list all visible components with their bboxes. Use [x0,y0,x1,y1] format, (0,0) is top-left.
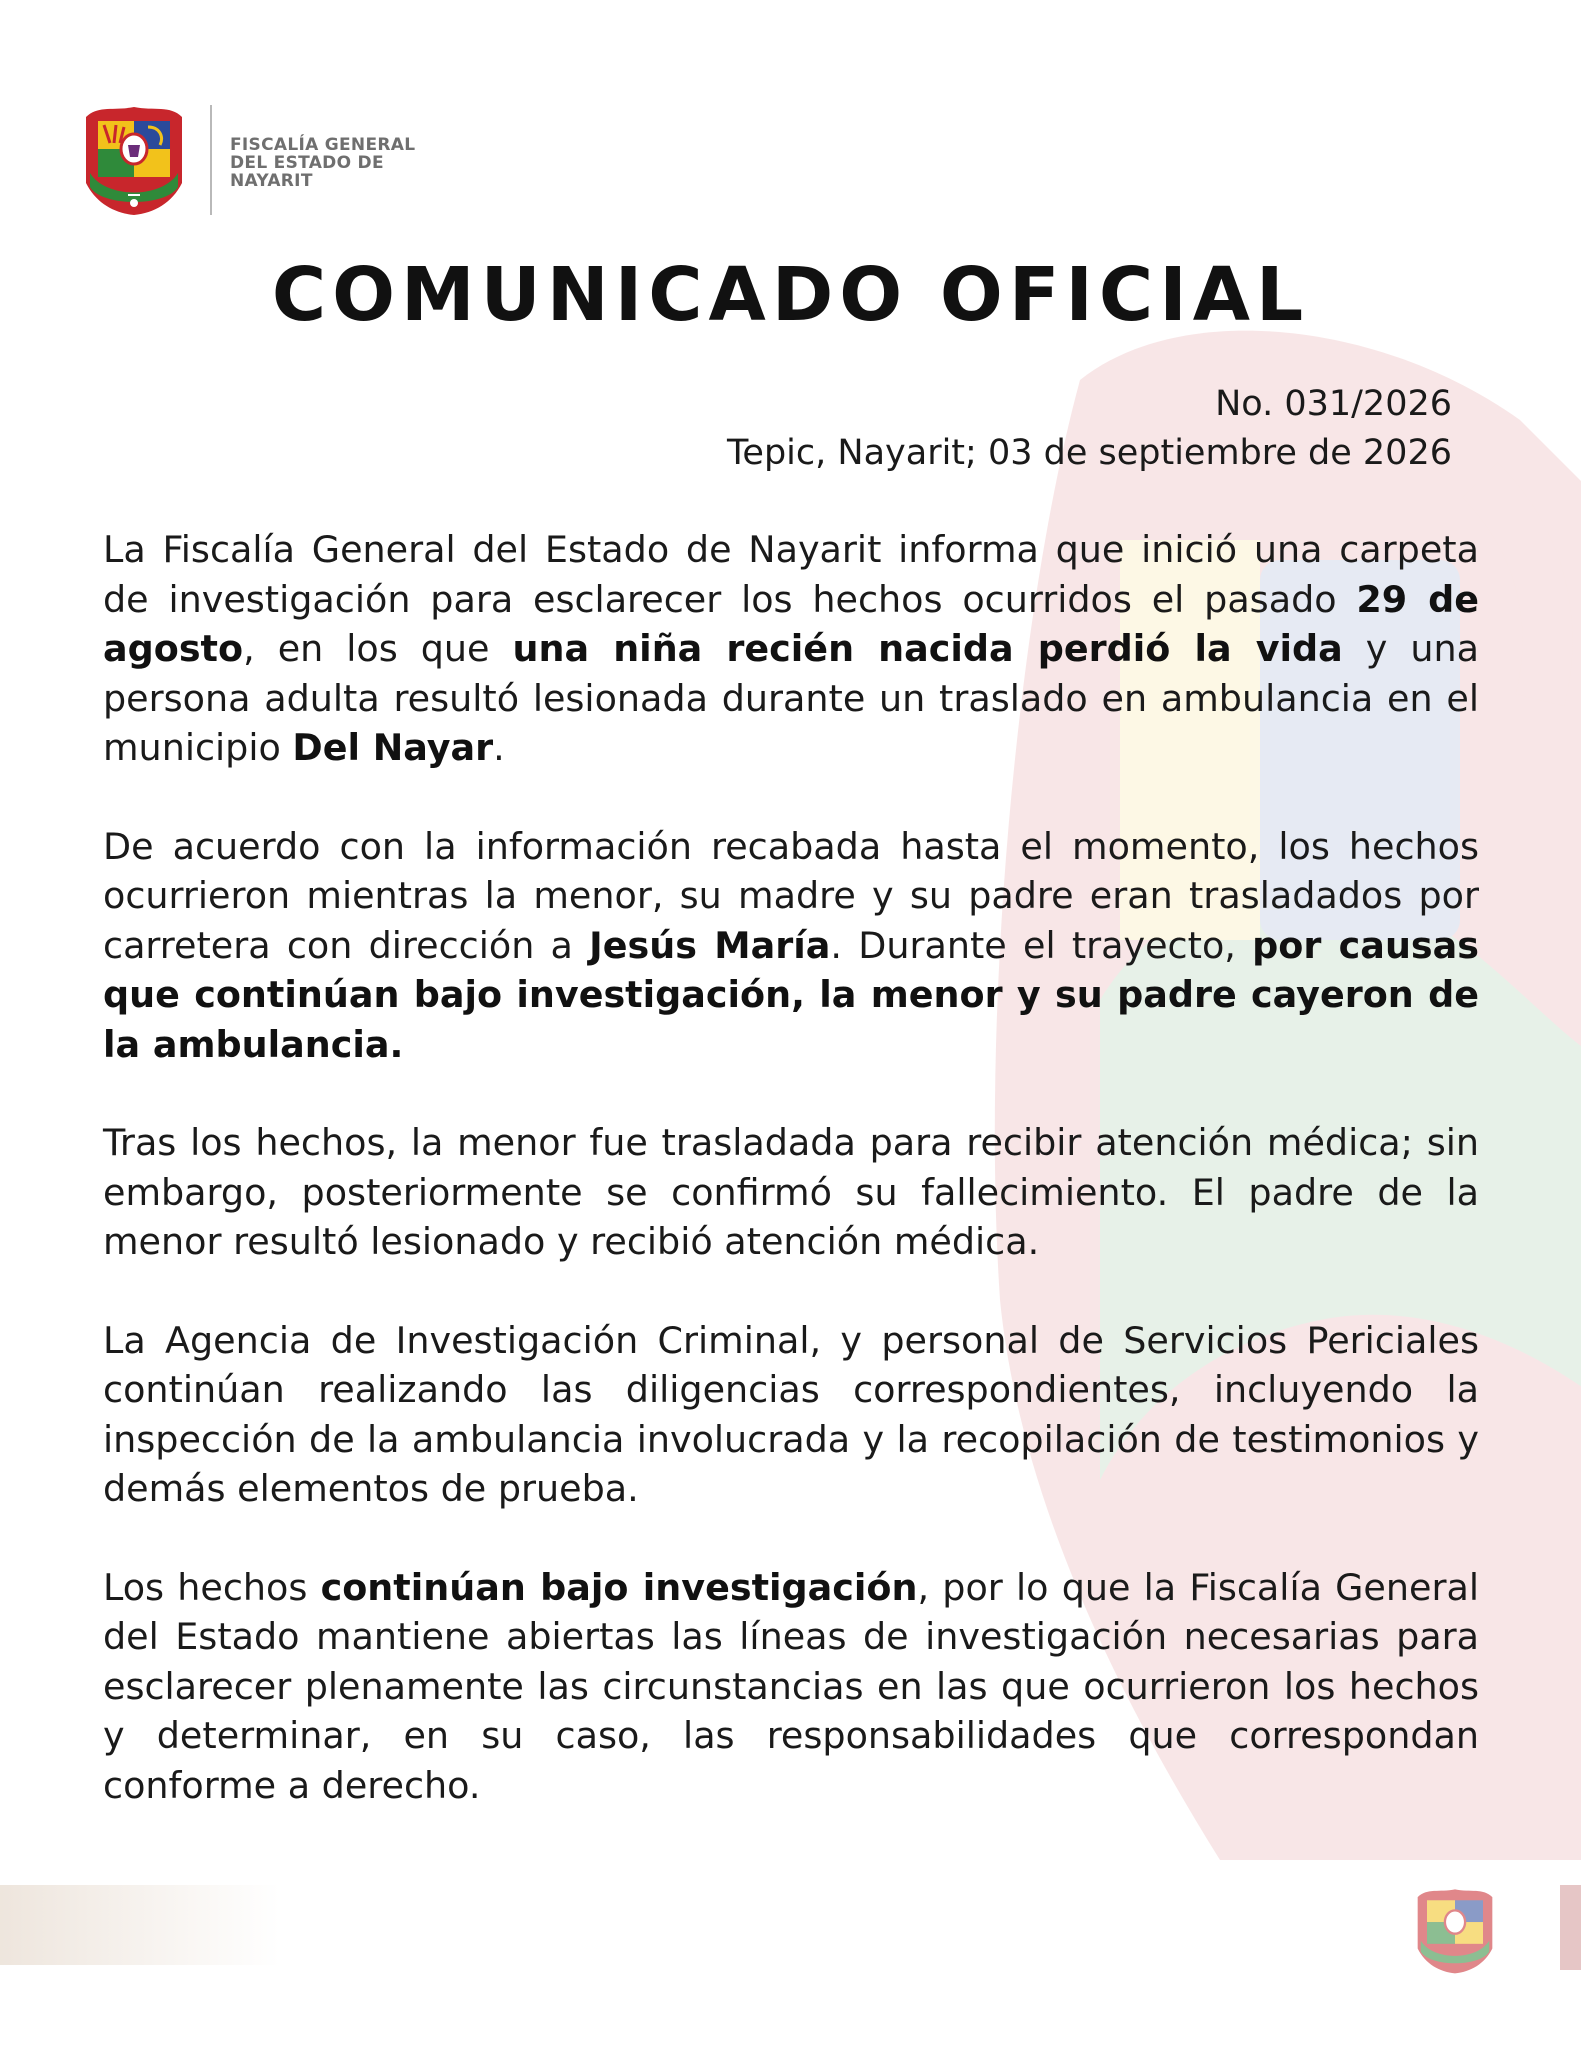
communique-meta [727,380,1452,478]
paragraph-1-bold-3: Del Nayar [292,726,494,769]
org-line-1: FISCALÍA GENERAL [230,135,416,155]
footer-band [0,1885,280,1965]
paragraph-5-text-2: , por lo que la Fiscalía General del Estado mantiene abiertas las líneas de investigación necesarias para esclarecer plenamente las circunstancias en las que ocurrieron los hechos y determinar, en su caso, las responsabilidades que correspondan conforme a derecho. [103,1565,1479,1807]
paragraph-1-bold-2: una niña recién nacida perdió la vida [512,627,1343,670]
paragraph-1-text-4: . [493,726,505,769]
paragraph-2-bold-1: Jesús María [589,923,831,967]
communique-number: No. 031/2026 [1215,384,1452,424]
nayarit-seal-icon [80,103,188,218]
footer-accent-bar [1560,1885,1581,1970]
paragraph-1-text-1: La Fiscalía General del Estado de Nayarit informa que inició una carpeta de investigación para esclarecer los hechos ocurridos el pasado [103,528,1479,621]
paragraph-2 [103,822,1479,1070]
org-line-2: DEL ESTADO DE [230,153,384,173]
page-title: COMUNICADO OFICIAL [271,252,1310,338]
paragraph-3: Tras los hechos, la menor fue trasladada para recibir atención médica; sin embargo, posteriormente se confirmó su fallecimiento. El padre de la menor resultó lesionado y recibió atención médica. [103,1121,1479,1263]
paragraph-1-bold-1: 29 de agosto [103,577,1479,670]
paragraph-1-text-3: y una persona adulta resultó lesionada durante un traslado en ambulancia en el municipio [103,627,1479,769]
footer-seal-icon [1413,1886,1497,1976]
org-line-3: NAYARIT [230,171,313,191]
org-name [230,136,415,190]
paragraph-1-text-2: , en los que [243,627,513,670]
paragraph-1 [103,525,1479,773]
paragraph-4: La Agencia de Investigación Criminal, y personal de Servicios Periciales continúan realizando las diligencias correspondientes, incluyendo la inspección de la ambulancia involucrada y la recopilación de testimonios y demás elementos de prueba. [103,1318,1479,1510]
communique-place-date: Tepic, Nayarit; 03 de septiembre de 2026 [727,433,1452,473]
paragraph-2-text-1: De acuerdo con la información recabada hasta el momento, los hechos ocurrieron mientras la menor, su madre y su padre eran trasladados por carretera con dirección a [103,824,1479,967]
paragraph-2-text-2: . Durante el trayecto, [830,923,1253,967]
paragraph-5-text-1: Los hechos [103,1565,321,1609]
header-divider [210,105,212,215]
paragraph-5 [103,1563,1479,1811]
paragraph-5-bold-1: continúan bajo investigación [320,1565,918,1609]
communique-body [103,525,1479,1859]
paragraph-2-bold-2: por causas que continúan bajo investigación, la menor y su padre cayeron de la ambulancia. [103,923,1480,1066]
header [80,100,415,220]
